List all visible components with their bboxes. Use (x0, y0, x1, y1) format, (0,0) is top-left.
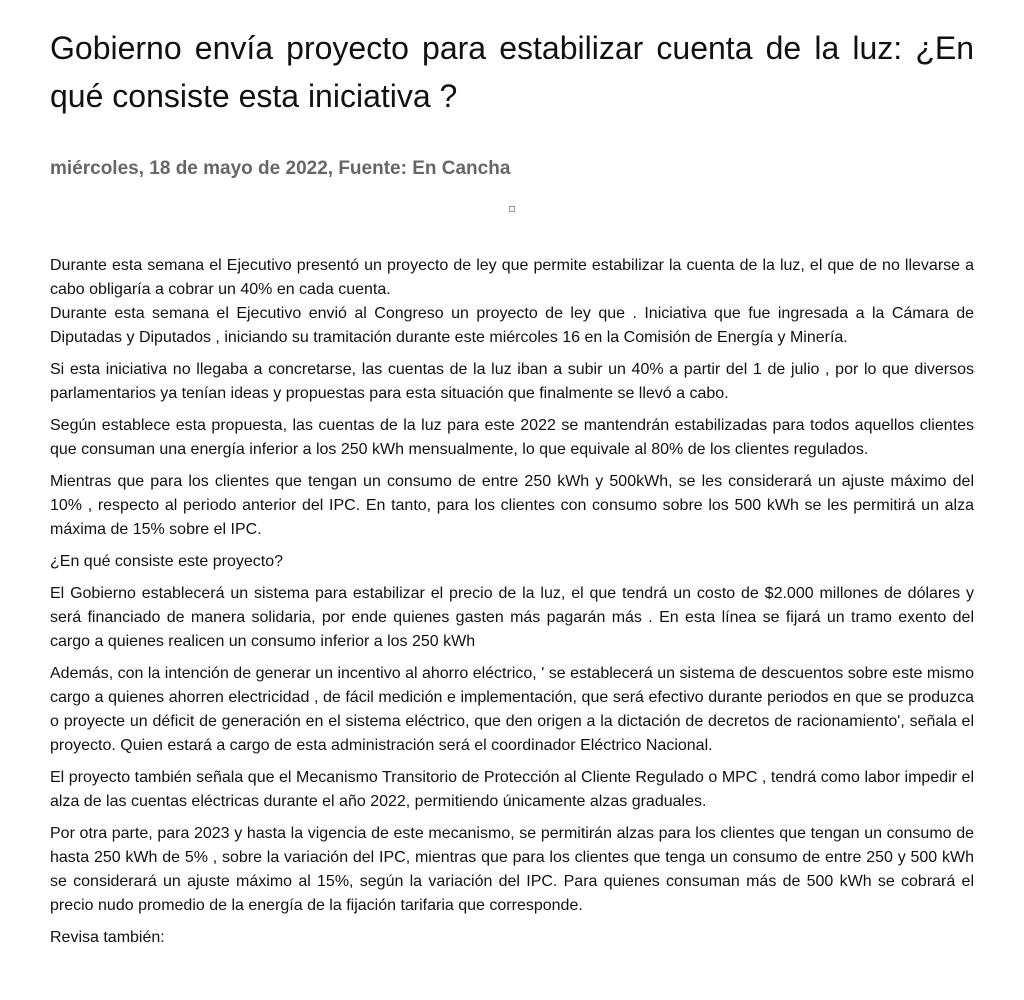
paragraph-context: Si esta iniciativa no llegaba a concretarse, las cuentas de la luz iban a subir un 40% a partir del 1 de julio , por lo que diversos parlamentarios ya tenían ideas y propuestas para esta situación que finalmente se llevó a cabo. (50, 361, 974, 402)
paragraph-congress: Durante esta semana el Ejecutivo envió al Congreso un proyecto de ley que . Iniciativa que fue ingresada a la Cámara de Diputadas y Diputados , iniciando su tramitación durante este miércoles 16 en la Comisión de Energía y Minería. (50, 305, 974, 346)
paragraph-adjustments: Mientras que para los clientes que tengan un consumo de entre 250 kWh y 500kWh, se les considerará un ajuste máximo del 10% , respecto al periodo anterior del IPC. En tanto, para los clientes con consumo sobre los 500 kWh se les permitirá un alza máxima de 15% sobre el IPC. (50, 473, 974, 538)
paragraph-stabilization: Según establece esta propuesta, las cuentas de la luz para este 2022 se mantendrán estabilizadas para todos aquellos clientes que consuman una energía inferior a los 250 kWh mensualmente, lo que equivale al 80% de los clientes regulados. (50, 417, 974, 458)
article-body (50, 254, 974, 950)
paragraph-see-also: Revisa también: (50, 929, 165, 946)
broken-image-icon (509, 206, 515, 212)
paragraph-mpc: El proyecto también señala que el Mecanismo Transitorio de Protección al Cliente Regulado o MPC , tendrá como labor impedir el alza de las cuentas eléctricas durante el año 2022, permitiendo únicamente alzas graduales. (50, 769, 974, 810)
article-image (50, 198, 974, 228)
section-question: ¿En qué consiste este proyecto? (50, 553, 284, 570)
article-title: Gobierno envía proyecto para estabilizar cuenta de la luz: ¿En qué consiste esta iniciativa ? (50, 30, 974, 114)
paragraph-2023: Por otra parte, para 2023 y hasta la vigencia de este mecanismo, se permitirán alzas para los clientes que tengan un consumo de hasta 250 kWh de 5% , sobre la variación del IPC, mientras que para los clientes que tenga un consumo de entre 250 y 500 kWh se considerará un ajuste máximo al 15%, según la variación del IPC. Para quienes consuman más de 500 kWh se cobrará el precio nudo promedio de la energía de la fijación tarifaria que corresponde. (50, 825, 974, 914)
paragraph-discounts: Además, con la intención de generar un incentivo al ahorro eléctrico, ' se establecerá un sistema de descuentos sobre este mismo cargo a quienes ahorren electricidad , de fácil medición e implementación, que será efectivo durante periodos en que se produzca o proyecte un déficit de generación en el sistema eléctrico, que den origen a la dictación de decretos de racionamiento', señala el proyecto. Quien estará a cargo de esta administración será el coordinador Eléctrico Nacional. (50, 665, 974, 754)
paragraph-cost: El Gobierno establecerá un sistema para estabilizar el precio de la luz, el que tendrá un costo de $2.000 millones de dólares y será financiado de manera solidaria, por ende quienes gasten más pagarán más . En esta línea se fijará un tramo exento del cargo a quienes realicen un consumo inferior a los 250 kWh (50, 585, 974, 650)
article-date-source: miércoles, 18 de mayo de 2022, Fuente: En Cancha (50, 158, 511, 179)
paragraph-intro: Durante esta semana el Ejecutivo presentó un proyecto de ley que permite estabilizar la cuenta de la luz, el que de no llevarse a cabo obligaría a cobrar un 40% en cada cuenta. (50, 257, 974, 298)
